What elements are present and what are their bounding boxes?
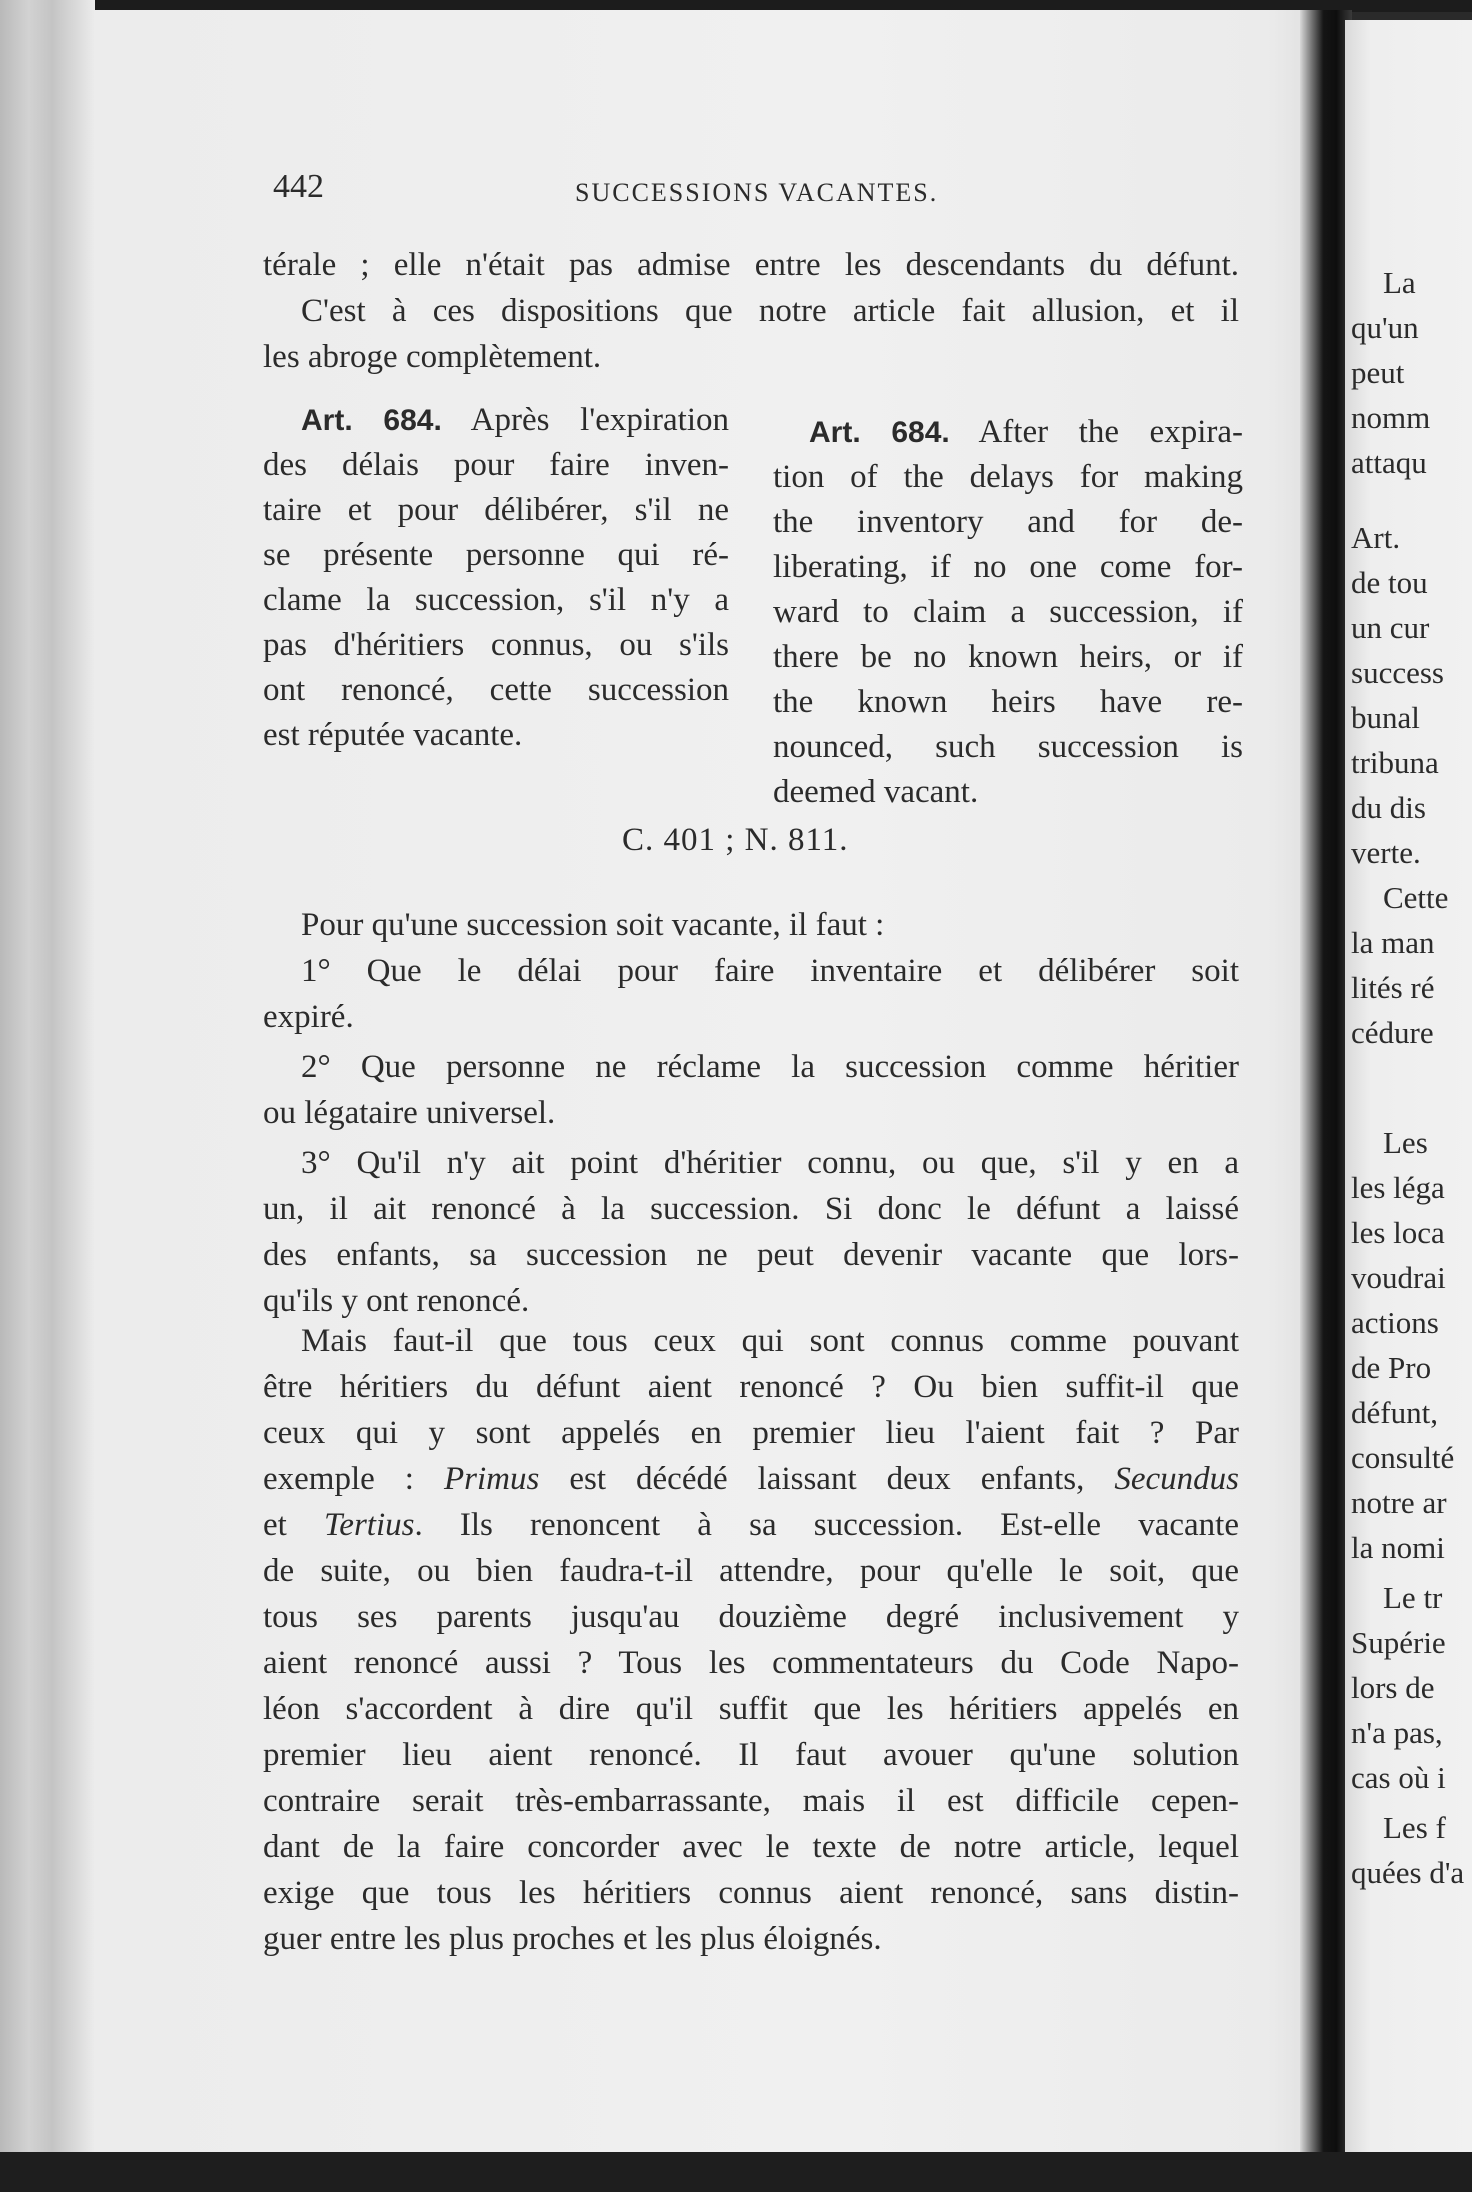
page-stack-edge <box>0 0 95 2192</box>
text-line: exige que tous les héritiers connus aient renoncé, sans distin- <box>263 1875 1239 1911</box>
facing-page-line: lors de <box>1351 1670 1435 1705</box>
text-line: clame la succession, s'il n'y a <box>263 582 729 618</box>
facing-page-line: voudrai <box>1351 1260 1446 1295</box>
text-line: des délais pour faire inven- <box>263 447 729 483</box>
text-line: deemed vacant. <box>773 774 979 810</box>
facing-page-line: actions <box>1351 1305 1439 1340</box>
text-line: 3° Qu'il n'y ait point d'héritier connu, ou que, s'il y en a <box>301 1145 1239 1181</box>
facing-page <box>1345 20 1472 2152</box>
text-line: ont renoncé, cette succession <box>263 672 729 708</box>
text-line: les abroge complètement. <box>263 339 602 375</box>
facing-page-line: les léga <box>1351 1170 1445 1205</box>
facing-page-line: Les f <box>1383 1810 1446 1845</box>
text-line: contraire serait très-embarrassante, mais il est difficile cepen- <box>263 1783 1239 1819</box>
text-line: C'est à ces dispositions que notre article fait allusion, et il <box>301 293 1239 329</box>
facing-page-line: tribuna <box>1351 745 1439 780</box>
text-line: Art. 684. After the expira- <box>809 414 1243 450</box>
facing-page-line: attaqu <box>1351 445 1427 480</box>
text-line: est réputée vacante. <box>263 717 523 753</box>
article-label: Art. 684. <box>809 416 950 449</box>
text-line: liberating, if no one come for- <box>773 549 1243 585</box>
facing-page-line: verte. <box>1351 835 1421 870</box>
facing-page-line: Art. <box>1351 520 1401 555</box>
article-english-column <box>773 410 1243 815</box>
facing-page-line: les loca <box>1351 1215 1445 1250</box>
text-line: there be no known heirs, or if <box>773 639 1243 675</box>
facing-page-line: la man <box>1351 925 1435 960</box>
facing-page-line: cas où i <box>1351 1760 1446 1795</box>
running-title: SUCCESSIONS VACANTES. <box>575 178 939 207</box>
intro-paragraph <box>263 242 1239 380</box>
text-line: des enfants, sa succession ne peut devenir vacante que lors- <box>263 1237 1239 1273</box>
discussion-paragraph <box>263 1318 1239 1962</box>
text-line: expiré. <box>263 999 354 1035</box>
facing-page-line: de tou <box>1351 565 1428 600</box>
facing-page-line: de Pro <box>1351 1350 1432 1385</box>
facing-page-line: qu'un <box>1351 310 1419 345</box>
text-line: exemple : Primus est décédé laissant deux enfants, Secundus <box>263 1461 1239 1497</box>
text-line: un, il ait renoncé à la succession. Si donc le défunt a laissé <box>263 1191 1239 1227</box>
text-line: tion of the delays for making <box>773 459 1243 495</box>
text-line: aient renoncé aussi ? Tous les commentateurs du Code Napo- <box>263 1645 1239 1681</box>
text-line: térale ; elle n'était pas admise entre les descendants du défunt. <box>263 247 1239 283</box>
facing-page-line: bunal <box>1351 700 1420 735</box>
facing-page-line: La <box>1383 265 1416 300</box>
text-line: tous ses parents jusqu'au douzième degré inclusivement y <box>263 1599 1239 1635</box>
facing-page-line: notre ar <box>1351 1485 1447 1520</box>
page-number: 442 <box>273 168 324 205</box>
bottom-edge <box>0 2152 1472 2192</box>
text-line: the inventory and for de- <box>773 504 1243 540</box>
facing-page-line: nomm <box>1351 400 1431 435</box>
code-reference: C. 401 ; N. 811. <box>622 822 849 858</box>
facing-page-line: n'a pas, <box>1351 1715 1443 1750</box>
facing-page-line: consulté <box>1351 1440 1455 1475</box>
commentary-paragraph <box>263 902 1239 1324</box>
article-label: Art. 684. <box>301 404 442 437</box>
facing-page-line: défunt, <box>1351 1395 1438 1430</box>
text-line: de suite, ou bien faudra-t-il attendre, pour qu'elle le soit, que <box>263 1553 1239 1589</box>
text-line: premier lieu aient renoncé. Il faut avouer qu'une solution <box>263 1737 1239 1773</box>
text-line: se présente personne qui ré- <box>263 537 729 573</box>
facing-page-line: lités ré <box>1351 970 1435 1005</box>
text-line: être héritiers du défunt aient renoncé ? Ou bien suffit-il que <box>263 1369 1239 1405</box>
text-line: ou légataire universel. <box>263 1095 556 1131</box>
text-line: ceux qui y sont appelés en premier lieu l'aient fait ? Par <box>263 1415 1239 1451</box>
facing-page-line: success <box>1351 655 1444 690</box>
text-line: Art. 684. Après l'expiration <box>301 402 730 438</box>
text-line: 1° Que le délai pour faire inventaire et délibérer soit <box>301 953 1239 989</box>
facing-page-line: Cette <box>1383 880 1449 915</box>
text-line: ward to claim a succession, if <box>773 594 1243 630</box>
facing-page-line: un cur <box>1351 610 1430 645</box>
text-line: léon s'accordent à dire qu'il suffit que les héritiers appelés en <box>263 1691 1239 1727</box>
facing-page-line: peut <box>1351 355 1405 390</box>
text-line: the known heirs have re- <box>773 684 1243 720</box>
facing-page-line: Les <box>1383 1125 1428 1160</box>
article-french-column <box>263 398 729 758</box>
facing-page-line: du dis <box>1351 790 1426 825</box>
text-line: et Tertius. Ils renoncent à sa succession. Est-elle vacante <box>263 1507 1239 1543</box>
facing-page-line: Le tr <box>1383 1580 1443 1615</box>
facing-page-line: cédure <box>1351 1015 1434 1050</box>
text-line: dant de la faire concorder avec le texte de notre article, lequel <box>263 1829 1239 1865</box>
text-line: nounced, such succession is <box>773 729 1243 765</box>
facing-page-line: quées d'a <box>1351 1855 1465 1890</box>
text-line: guer entre les plus proches et les plus éloignés. <box>263 1921 882 1957</box>
text-line: 2° Que personne ne réclame la succession comme héritier <box>301 1049 1239 1085</box>
text-line: taire et pour délibérer, s'il ne <box>263 492 729 528</box>
facing-page-line: la nomi <box>1351 1530 1445 1565</box>
facing-page-line: Supérie <box>1351 1625 1446 1660</box>
text-line: qu'ils y ont renoncé. <box>263 1283 530 1319</box>
text-line: pas d'héritiers connus, ou s'ils <box>263 627 729 663</box>
text-line: Pour qu'une succession soit vacante, il faut : <box>301 907 885 943</box>
text-line: Mais faut-il que tous ceux qui sont connus comme pouvant <box>301 1323 1239 1359</box>
